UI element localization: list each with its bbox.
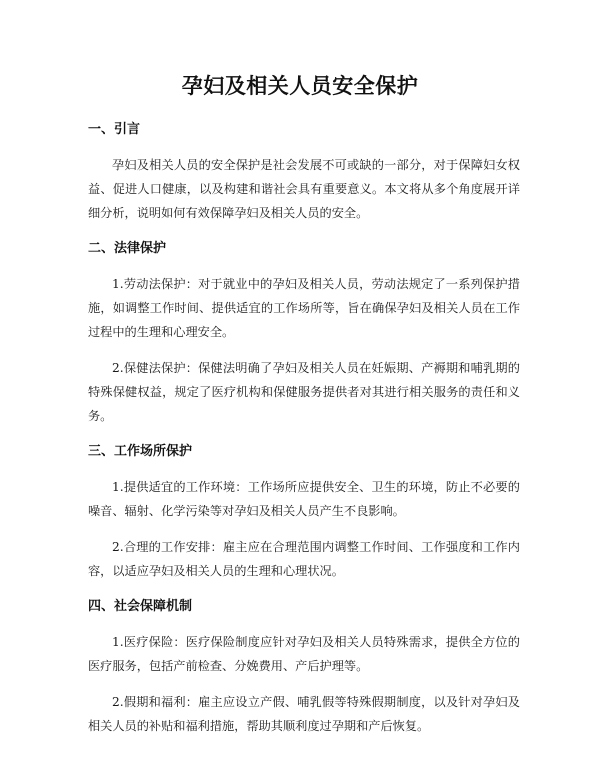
section-workplace-protection <box>88 440 520 583</box>
paragraph: 2.合理的工作安排：雇主应在合理范围内调整工作时间、工作强度和工作内容，以适应孕妇及相关人员的生理和心理状况。 <box>88 540 520 578</box>
section-heading: 二、法律保护 <box>88 241 167 256</box>
paragraph: 1.劳动法保护：对于就业中的孕妇及相关人员，劳动法规定了一系列保护措施，如调整工作时间、提供适宜的工作场所等，旨在确保孕妇及相关人员在工作过程中的生理和心理安全。 <box>88 277 520 339</box>
section-heading: 三、工作场所保护 <box>88 444 193 459</box>
document-title: 孕妇及相关人员安全保护 <box>181 74 419 98</box>
section-social-security <box>88 595 520 738</box>
paragraph: 2.假期和福利：雇主应设立产假、哺乳假等特殊假期制度，以及针对孕妇及相关人员的补贴和福利措施，帮助其顺利度过孕期和产后恢复。 <box>88 695 520 733</box>
section-heading: 四、社会保障机制 <box>88 599 193 614</box>
paragraph: 2.保健法保护：保健法明确了孕妇及相关人员在妊娠期、产褥期和哺乳期的特殊保健权益，规定了医疗机构和保健服务提供者对其进行相关服务的责任和义务。 <box>88 361 520 423</box>
document-body <box>88 118 520 750</box>
paragraph: 1.提供适宜的工作环境：工作场所应提供安全、卫生的环境，防止不必要的噪音、辐射、化学污染等对孕妇及相关人员产生不良影响。 <box>88 480 520 518</box>
section-introduction <box>88 118 520 225</box>
section-legal-protection <box>88 237 520 428</box>
paragraph: 1.医疗保险：医疗保险制度应针对孕妇及相关人员特殊需求，提供全方位的医疗服务，包括产前检查、分娩费用、产后护理等。 <box>88 635 520 673</box>
paragraph: 孕妇及相关人员的安全保护是社会发展不可或缺的一部分，对于保障妇女权益、促进人口健康，以及构建和谐社会具有重要意义。本文将从多个角度展开详细分析，说明如何有效保障孕妇及相关人员的安全。 <box>88 158 520 220</box>
section-heading: 一、引言 <box>88 122 141 137</box>
